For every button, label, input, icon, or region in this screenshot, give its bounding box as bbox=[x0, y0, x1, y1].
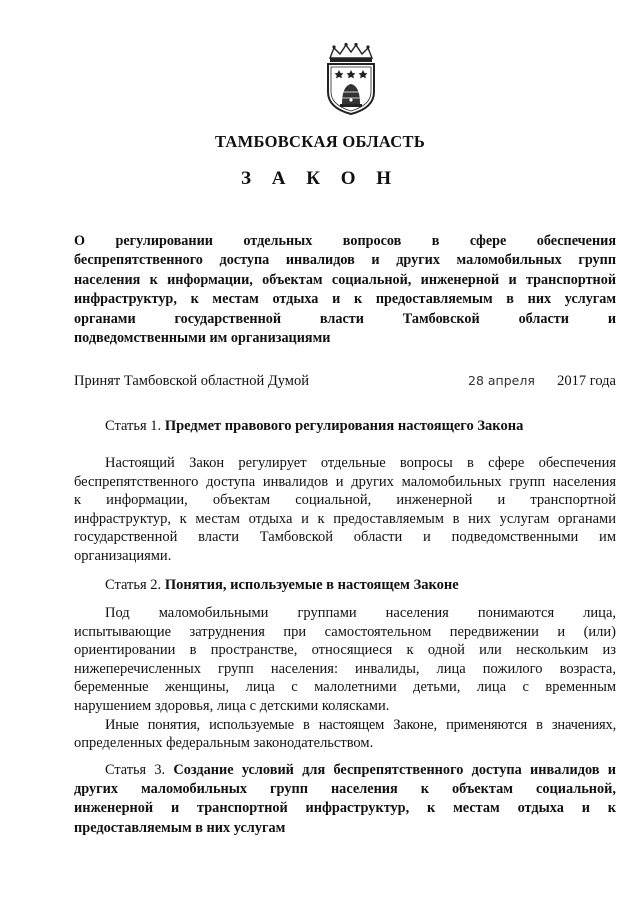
region-name: ТАМБОВСКАЯ ОБЛАСТЬ bbox=[214, 132, 426, 151]
text-line: беременные женщины, лица с малолетними детьми, лица с временным bbox=[74, 679, 616, 696]
article-3-prefix: Статья 3. bbox=[105, 762, 166, 778]
text-line: Под маломобильными группами населения понимаются лица, bbox=[105, 605, 616, 621]
article-3-first-line bbox=[74, 761, 616, 780]
title-line: подведомственными им организациями bbox=[74, 330, 331, 347]
adoption-date: 28 апреля bbox=[468, 373, 535, 388]
text-line: беспрепятственного доступа инвалидов и других маломобильных групп населения bbox=[74, 473, 616, 490]
text-line: организациями. bbox=[74, 547, 172, 564]
article-2-prefix: Статья 2. bbox=[105, 577, 162, 593]
article-3-heading bbox=[74, 761, 616, 838]
adopted-by: Принят Тамбовской областной Думой bbox=[74, 373, 309, 389]
law-title bbox=[74, 232, 616, 348]
article-1-title: Предмет правового регулирования настоящего Закона bbox=[164, 418, 524, 434]
text-line: Иные понятия, используемые в настоящем Законе, применяются в значениях, bbox=[105, 716, 616, 733]
article-3-title-line: инженерной и транспортной инфраструктур, к местам отдыха и к bbox=[74, 800, 616, 817]
article-3-title-line: других маломобильных групп населения к объектам социальной, bbox=[74, 781, 616, 798]
article-2-heading bbox=[74, 576, 640, 595]
text-line: государственной власти Тамбовской области и подведомственными им bbox=[74, 529, 616, 546]
text-line: ориентировании в пространстве, относящиеся к одной или нескольким из bbox=[74, 642, 616, 659]
article-2-text bbox=[74, 604, 616, 753]
coat-of-arms-icon bbox=[322, 42, 380, 116]
text-line: к информации, объектам социальной, инженерной и транспортной bbox=[74, 492, 616, 509]
title-line: беспрепятственного доступа инвалидов и других маломобильных групп bbox=[74, 252, 616, 269]
title-line: населения к информации, объектам социальной, инженерной и транспортной bbox=[74, 271, 616, 288]
text-line: инфраструктур, к местам отдыха и к предоставляемым в них услугам органами bbox=[74, 510, 616, 527]
text-line: Настоящий Закон регулирует отдельные вопросы в сфере обеспечения bbox=[105, 455, 616, 471]
article-1-text bbox=[74, 454, 616, 566]
adoption-year: 2017 года bbox=[557, 373, 616, 389]
article-3-title-line: предоставляемым в них услугам bbox=[74, 819, 286, 836]
text-line: определенных федеральным законодательством. bbox=[74, 735, 374, 752]
title-line: инфраструктур, к местам отдыха и к предоставляемым в них услугам bbox=[74, 291, 616, 308]
title-line: органами государственной власти Тамбовской области и bbox=[74, 310, 616, 327]
article-1-heading bbox=[74, 417, 640, 436]
adoption-info bbox=[74, 372, 616, 390]
text-line: нижеперечисленных групп населения: инвалиды, лица пожилого возраста, bbox=[74, 660, 616, 677]
document-type: З А К О Н bbox=[240, 168, 400, 189]
title-line: О регулировании отдельных вопросов в сфере обеспечения bbox=[74, 233, 616, 249]
article-2-title: Понятия, используемые в настоящем Законе bbox=[164, 577, 459, 593]
text-line: испытывающие затруднения при самостоятельном передвижении и (или) bbox=[74, 623, 616, 640]
article-3-title-line: Создание условий для беспрепятственного доступа инвалидов и bbox=[173, 762, 617, 778]
text-line: нарушением здоровья, лица с детскими колясками. bbox=[74, 697, 390, 714]
article-1-prefix: Статья 1. bbox=[105, 418, 162, 434]
